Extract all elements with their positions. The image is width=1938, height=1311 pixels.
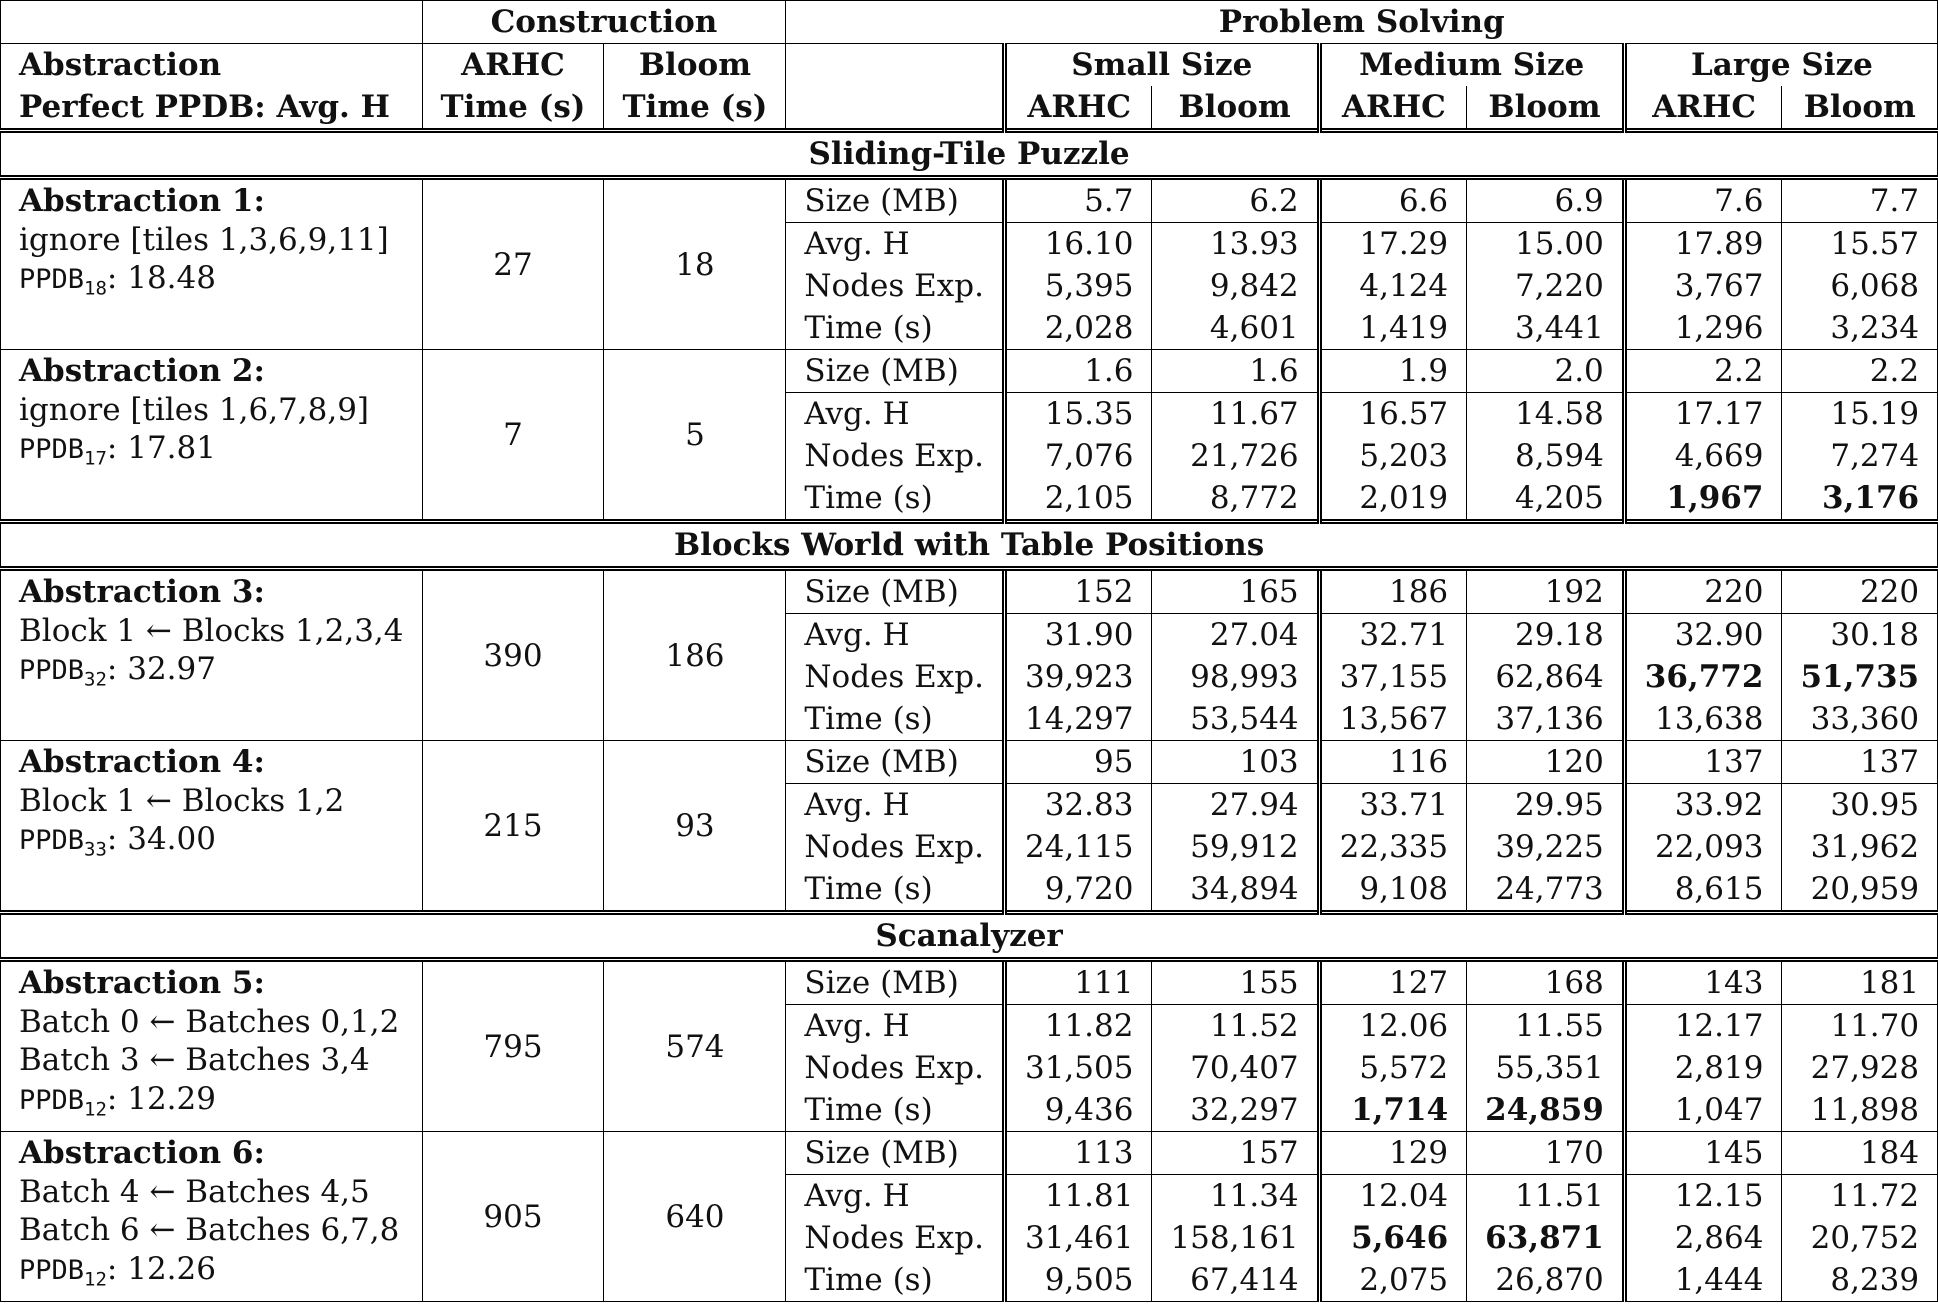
metric-label: Size (MB) [786, 178, 1005, 223]
data-cell: 29.18 [1467, 614, 1625, 657]
ppdb-label-text: PPDB [19, 825, 85, 856]
data-cell: 7,076 [1004, 435, 1151, 477]
data-cell: 20,959 [1782, 868, 1938, 913]
header-bloom-time-line1: Bloom [638, 47, 751, 83]
data-cell: 2,019 [1319, 477, 1466, 522]
ppdb-subscript: 33 [84, 838, 107, 861]
data-cell: 9,720 [1004, 868, 1151, 913]
data-cell: 16.57 [1319, 393, 1466, 436]
data-cell: 11,898 [1782, 1089, 1938, 1132]
data-cell: 11.72 [1782, 1175, 1938, 1218]
data-cell: 2.2 [1624, 350, 1782, 393]
data-cell: 21,726 [1152, 435, 1319, 477]
section-row [1, 131, 1938, 178]
data-cell: 14.58 [1467, 393, 1625, 436]
metric-label: Avg. H [786, 784, 1005, 827]
data-cell: 70,407 [1152, 1047, 1319, 1089]
abstraction-description: ignore [tiles 1,3,6,9,11] [19, 221, 389, 258]
data-cell: 3,176 [1782, 477, 1938, 522]
metric-label: Nodes Exp. [786, 826, 1005, 868]
data-cell: 27.94 [1152, 784, 1319, 827]
header-arhc-time-line2: Time (s) [440, 89, 586, 125]
data-cell: 5,395 [1004, 265, 1151, 307]
data-cell: 113 [1004, 1132, 1151, 1175]
metric-label: Size (MB) [786, 741, 1005, 784]
data-cell: 165 [1152, 569, 1319, 614]
abstraction-description: Batch 4 ← Batches 4,5 [19, 1173, 370, 1210]
ppdb-value: : 18.48 [106, 260, 216, 296]
data-cell: 63,871 [1467, 1217, 1625, 1259]
table-row [1, 178, 1938, 223]
data-cell: 1,444 [1624, 1259, 1782, 1302]
ppdb-label [19, 1254, 107, 1290]
header-construction: Construction [422, 1, 786, 44]
data-cell: 11.67 [1152, 393, 1319, 436]
ppdb-subscript: 12 [84, 1267, 107, 1290]
header-medium-arhc: ARHC [1319, 86, 1466, 131]
ppdb-label [19, 1084, 107, 1120]
metric-label: Nodes Exp. [786, 1217, 1005, 1259]
data-cell: 15.35 [1004, 393, 1151, 436]
header-large-bloom: Bloom [1782, 86, 1938, 131]
data-cell: 33,360 [1782, 698, 1938, 741]
metric-label: Time (s) [786, 1089, 1005, 1132]
ppdb-subscript: 18 [84, 277, 107, 300]
data-cell: 8,615 [1624, 868, 1782, 913]
data-cell: 7,274 [1782, 435, 1938, 477]
metric-label: Time (s) [786, 868, 1005, 913]
data-cell: 33.71 [1319, 784, 1466, 827]
data-cell: 184 [1782, 1132, 1938, 1175]
data-cell: 27,928 [1782, 1047, 1938, 1089]
data-cell: 2,819 [1624, 1047, 1782, 1089]
data-cell: 6,068 [1782, 265, 1938, 307]
data-cell: 158,161 [1152, 1217, 1319, 1259]
data-cell: 6.9 [1467, 178, 1625, 223]
header-medium-bloom: Bloom [1467, 86, 1625, 131]
data-cell: 152 [1004, 569, 1151, 614]
data-cell: 8,772 [1152, 477, 1319, 522]
data-cell: 24,773 [1467, 868, 1625, 913]
data-cell: 37,136 [1467, 698, 1625, 741]
data-cell: 31,505 [1004, 1047, 1151, 1089]
data-cell: 4,205 [1467, 477, 1625, 522]
data-cell: 1.6 [1152, 350, 1319, 393]
data-cell: 2,105 [1004, 477, 1151, 522]
data-cell: 9,842 [1152, 265, 1319, 307]
data-cell: 12.04 [1319, 1175, 1466, 1218]
metric-label: Avg. H [786, 1175, 1005, 1218]
data-cell: 11.70 [1782, 1005, 1938, 1048]
data-cell: 32.83 [1004, 784, 1151, 827]
data-cell: 137 [1782, 741, 1938, 784]
header-arhc-time [422, 44, 604, 131]
data-cell: 1,296 [1624, 307, 1782, 350]
data-cell: 51,735 [1782, 656, 1938, 698]
abstraction-cell [1, 1132, 423, 1302]
data-cell: 1,419 [1319, 307, 1466, 350]
abstraction-name: Abstraction 6: [19, 1135, 265, 1171]
data-cell: 3,441 [1467, 307, 1625, 350]
data-cell: 11.82 [1004, 1005, 1151, 1048]
abstraction-description: Batch 6 ← Batches 6,7,8 [19, 1212, 400, 1248]
header-medium-size: Medium Size [1319, 44, 1624, 87]
data-cell: 32.90 [1624, 614, 1782, 657]
data-cell: 39,225 [1467, 826, 1625, 868]
data-cell: 5,203 [1319, 435, 1466, 477]
data-cell: 32,297 [1152, 1089, 1319, 1132]
metric-label: Avg. H [786, 1005, 1005, 1048]
data-cell: 8,239 [1782, 1259, 1938, 1302]
header-bloom-time-line2: Time (s) [622, 89, 768, 125]
data-cell: 30.18 [1782, 614, 1938, 657]
table-row [1, 1132, 1938, 1175]
ppdb-value: : 32.97 [106, 651, 216, 687]
data-cell: 9,505 [1004, 1259, 1151, 1302]
data-cell: 15.00 [1467, 223, 1625, 266]
abstraction-name: Abstraction 2: [19, 353, 265, 389]
data-cell: 120 [1467, 741, 1625, 784]
data-cell: 62,864 [1467, 656, 1625, 698]
header-abstraction [1, 44, 423, 131]
table-row [1, 741, 1938, 784]
data-cell: 17.17 [1624, 393, 1782, 436]
data-cell: 31,461 [1004, 1217, 1151, 1259]
metric-label: Size (MB) [786, 960, 1005, 1005]
section-title: Scanalyzer [1, 913, 1938, 960]
header-blank [1, 1, 423, 44]
metric-label: Time (s) [786, 698, 1005, 741]
data-cell: 17.29 [1319, 223, 1466, 266]
metric-label: Size (MB) [786, 350, 1005, 393]
data-cell: 15.57 [1782, 223, 1938, 266]
abstraction-ppdb [19, 429, 404, 478]
data-cell: 39,923 [1004, 656, 1151, 698]
data-cell: 36,772 [1624, 656, 1782, 698]
abstraction-name: Abstraction 3: [19, 574, 265, 610]
data-cell: 143 [1624, 960, 1782, 1005]
metric-label: Nodes Exp. [786, 265, 1005, 307]
arhc-construction-time: 27 [422, 178, 604, 350]
abstraction-description: Batch 3 ← Batches 3,4 [19, 1042, 370, 1078]
table-row [1, 569, 1938, 614]
data-cell: 1,047 [1624, 1089, 1782, 1132]
ppdb-label-text: PPDB [19, 434, 85, 465]
metric-label: Time (s) [786, 1259, 1005, 1302]
data-cell: 13.93 [1152, 223, 1319, 266]
data-cell: 7.7 [1782, 178, 1938, 223]
data-cell: 13,567 [1319, 698, 1466, 741]
abstraction-cell [1, 178, 423, 350]
data-cell: 220 [1782, 569, 1938, 614]
arhc-construction-time: 795 [422, 960, 604, 1132]
data-cell: 29.95 [1467, 784, 1625, 827]
data-cell: 137 [1624, 741, 1782, 784]
data-cell: 2,075 [1319, 1259, 1466, 1302]
ppdb-label-text: PPDB [19, 1084, 85, 1116]
table-body [1, 131, 1938, 1302]
data-cell: 11.55 [1467, 1005, 1625, 1048]
section-title: Blocks World with Table Positions [1, 522, 1938, 569]
data-cell: 67,414 [1152, 1259, 1319, 1302]
abstraction-ppdb [19, 1250, 404, 1299]
ppdb-value: : 17.81 [106, 430, 216, 466]
header-small-size: Small Size [1004, 44, 1319, 87]
header-arhc-time-line1: ARHC [461, 47, 565, 83]
abstraction-name: Abstraction 4: [19, 744, 265, 780]
abstraction-ppdb [19, 820, 404, 869]
data-cell: 32.71 [1319, 614, 1466, 657]
metric-label: Time (s) [786, 307, 1005, 350]
data-cell: 12.06 [1319, 1005, 1466, 1048]
abstraction-cell [1, 741, 423, 913]
ppdb-subscript: 17 [84, 447, 107, 470]
data-cell: 13,638 [1624, 698, 1782, 741]
data-cell: 55,351 [1467, 1047, 1625, 1089]
ppdb-subscript: 32 [84, 668, 107, 691]
data-cell: 8,594 [1467, 435, 1625, 477]
data-cell: 37,155 [1319, 656, 1466, 698]
data-cell: 129 [1319, 1132, 1466, 1175]
ppdb-label [19, 655, 107, 691]
section-row [1, 522, 1938, 569]
data-cell: 11.52 [1152, 1005, 1319, 1048]
data-cell: 22,335 [1319, 826, 1466, 868]
abstraction-name: Abstraction 5: [19, 965, 265, 1001]
data-cell: 2.0 [1467, 350, 1625, 393]
data-cell: 22,093 [1624, 826, 1782, 868]
metric-label: Avg. H [786, 223, 1005, 266]
data-cell: 4,601 [1152, 307, 1319, 350]
metric-label: Avg. H [786, 614, 1005, 657]
bloom-construction-time: 5 [604, 350, 786, 522]
data-cell: 15.19 [1782, 393, 1938, 436]
ppdb-value: : 12.29 [106, 1080, 216, 1117]
bloom-construction-time: 186 [604, 569, 786, 741]
data-cell: 157 [1152, 1132, 1319, 1175]
data-cell: 9,436 [1004, 1089, 1151, 1132]
arhc-construction-time: 7 [422, 350, 604, 522]
data-cell: 111 [1004, 960, 1151, 1005]
data-cell: 170 [1467, 1132, 1625, 1175]
data-cell: 20,752 [1782, 1217, 1938, 1259]
ppdb-subscript: 12 [84, 1097, 107, 1120]
data-cell: 3,767 [1624, 265, 1782, 307]
data-cell: 24,115 [1004, 826, 1151, 868]
data-cell: 33.92 [1624, 784, 1782, 827]
abstraction-description: Batch 0 ← Batches 0,1,2 [19, 1003, 400, 1040]
data-cell: 127 [1319, 960, 1466, 1005]
table-row [1, 350, 1938, 393]
header-small-arhc: ARHC [1004, 86, 1151, 131]
bloom-construction-time: 640 [604, 1132, 786, 1302]
header-problem-solving: Problem Solving [786, 1, 1938, 44]
abstraction-cell [1, 569, 423, 741]
header-abstraction-line2: Perfect PPDB: Avg. H [19, 89, 390, 125]
header-metric-blank [786, 44, 1005, 131]
data-cell: 11.51 [1467, 1175, 1625, 1218]
bloom-construction-time: 574 [604, 960, 786, 1132]
metric-label: Avg. H [786, 393, 1005, 436]
arhc-construction-time: 390 [422, 569, 604, 741]
ppdb-label-text: PPDB [19, 1254, 85, 1286]
data-cell: 98,993 [1152, 656, 1319, 698]
metric-label: Nodes Exp. [786, 435, 1005, 477]
data-cell: 4,669 [1624, 435, 1782, 477]
arhc-construction-time: 905 [422, 1132, 604, 1302]
metric-label: Nodes Exp. [786, 656, 1005, 698]
ppdb-value: : 34.00 [106, 821, 216, 857]
data-cell: 1,967 [1624, 477, 1782, 522]
ppdb-label [19, 825, 107, 861]
bloom-construction-time: 93 [604, 741, 786, 913]
table-row [1, 960, 1938, 1005]
data-cell: 59,912 [1152, 826, 1319, 868]
data-cell: 12.15 [1624, 1175, 1782, 1218]
header-large-arhc: ARHC [1624, 86, 1782, 131]
metric-label: Nodes Exp. [786, 1047, 1005, 1089]
data-cell: 6.2 [1152, 178, 1319, 223]
data-cell: 2,028 [1004, 307, 1151, 350]
data-cell: 103 [1152, 741, 1319, 784]
header-bloom-time [604, 44, 786, 131]
data-cell: 31.90 [1004, 614, 1151, 657]
data-cell: 24,859 [1467, 1089, 1625, 1132]
header-abstraction-line1: Abstraction [19, 47, 222, 83]
data-cell: 34,894 [1152, 868, 1319, 913]
data-cell: 5.7 [1004, 178, 1151, 223]
data-cell: 53,544 [1152, 698, 1319, 741]
header-small-bloom: Bloom [1152, 86, 1319, 131]
ppdb-value: : 12.26 [106, 1250, 216, 1287]
abstraction-description: ignore [tiles 1,6,7,8,9] [19, 391, 370, 428]
ppdb-label-text: PPDB [19, 264, 85, 295]
data-cell: 95 [1004, 741, 1151, 784]
metric-label: Size (MB) [786, 1132, 1005, 1175]
data-cell: 1.6 [1004, 350, 1151, 393]
metric-label: Time (s) [786, 477, 1005, 522]
data-cell: 30.95 [1782, 784, 1938, 827]
data-cell: 2.2 [1782, 350, 1938, 393]
header-large-size: Large Size [1624, 44, 1937, 87]
abstraction-ppdb [19, 259, 404, 308]
data-cell: 9,108 [1319, 868, 1466, 913]
data-cell: 116 [1319, 741, 1466, 784]
abstraction-description: Block 1 ← Blocks 1,2,3,4 [19, 612, 404, 649]
abstraction-cell [1, 350, 423, 522]
data-cell: 186 [1319, 569, 1466, 614]
data-cell: 1,714 [1319, 1089, 1466, 1132]
data-cell: 155 [1152, 960, 1319, 1005]
metric-label: Size (MB) [786, 569, 1005, 614]
data-cell: 6.6 [1319, 178, 1466, 223]
section-title: Sliding-Tile Puzzle [1, 131, 1938, 178]
ppdb-label-text: PPDB [19, 655, 85, 686]
data-cell: 12.17 [1624, 1005, 1782, 1048]
data-cell: 2,864 [1624, 1217, 1782, 1259]
data-cell: 7.6 [1624, 178, 1782, 223]
data-cell: 5,572 [1319, 1047, 1466, 1089]
data-cell: 4,124 [1319, 265, 1466, 307]
data-cell: 181 [1782, 960, 1938, 1005]
bloom-construction-time: 18 [604, 178, 786, 350]
section-row [1, 913, 1938, 960]
arhc-construction-time: 215 [422, 741, 604, 913]
ppdb-label [19, 434, 107, 470]
data-cell: 16.10 [1004, 223, 1151, 266]
data-cell: 26,870 [1467, 1259, 1625, 1302]
abstraction-cell [1, 960, 423, 1132]
ppdb-label [19, 264, 107, 300]
data-cell: 3,234 [1782, 307, 1938, 350]
data-cell: 192 [1467, 569, 1625, 614]
data-cell: 7,220 [1467, 265, 1625, 307]
data-cell: 1.9 [1319, 350, 1466, 393]
data-cell: 145 [1624, 1132, 1782, 1175]
data-cell: 11.81 [1004, 1175, 1151, 1218]
data-cell: 5,646 [1319, 1217, 1466, 1259]
abstraction-ppdb [19, 650, 404, 699]
abstraction-ppdb [19, 1080, 404, 1129]
abstraction-description: Block 1 ← Blocks 1,2 [19, 782, 345, 819]
data-cell: 220 [1624, 569, 1782, 614]
abstraction-name: Abstraction 1: [19, 183, 265, 219]
data-cell: 27.04 [1152, 614, 1319, 657]
data-cell: 31,962 [1782, 826, 1938, 868]
data-cell: 14,297 [1004, 698, 1151, 741]
data-cell: 11.34 [1152, 1175, 1319, 1218]
data-cell: 168 [1467, 960, 1625, 1005]
data-cell: 17.89 [1624, 223, 1782, 266]
